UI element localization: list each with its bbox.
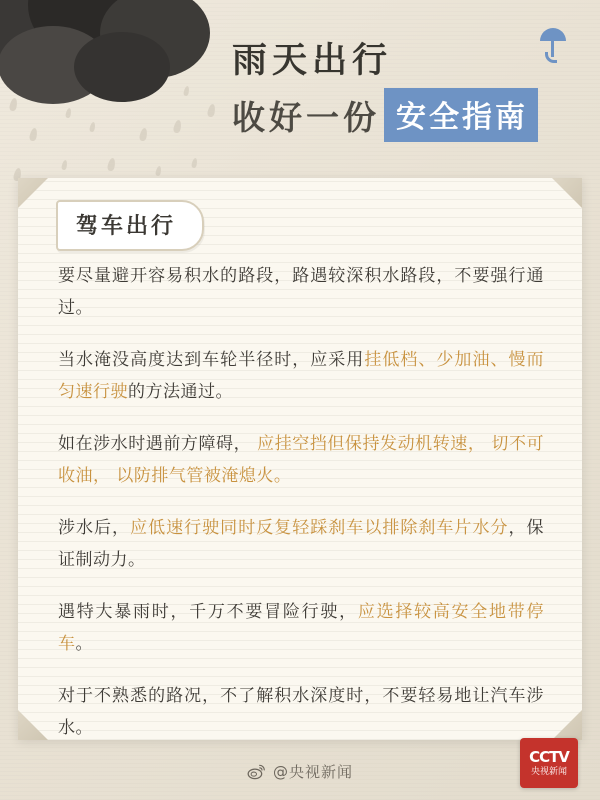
tip-highlight-text: 应挂空挡但保持发动机转速，	[251, 434, 486, 454]
tip-highlight-text: 切不可收油，	[58, 434, 545, 486]
tip-text: ，保证制动力。	[58, 518, 545, 570]
tip-text: 要尽量避开容易积水的路段，路遇较深积水路段，不要强行通过。	[58, 266, 544, 318]
tip-paragraph	[58, 428, 544, 492]
tip-paragraph	[58, 680, 544, 744]
tip-text: 遇特大暴雨时，千万不要冒险行驶，	[58, 602, 358, 622]
card-corner-top-right	[552, 178, 582, 208]
tips-list	[58, 260, 544, 764]
tip-text: 如在涉水时遇前方障碍，	[58, 434, 252, 454]
tip-text: 当水淹没高度达到车轮半径时，应采用	[58, 350, 365, 370]
tip-text: 。	[75, 634, 93, 654]
tip-paragraph	[58, 512, 544, 576]
tip-highlight-text: 应低速行驶同时反复轻踩刹车以排除刹车片水分	[130, 518, 509, 538]
rain-cloud-icon	[0, 0, 230, 130]
title-line-2: 收好一份	[232, 97, 380, 137]
tip-paragraph	[58, 260, 544, 324]
cctv-logo-mark: CCTV	[529, 747, 569, 766]
card-corner-top-left	[18, 178, 48, 208]
tip-highlight-text: 以防排气管被淹熄火。	[110, 466, 292, 486]
content-card	[18, 178, 582, 740]
section-tag	[56, 200, 204, 251]
tip-highlight-text: 应选择较高安全地带停车	[58, 602, 545, 654]
weibo-account[interactable]: @央视新闻	[272, 763, 353, 781]
tip-text: 对于不熟悉的路况，不了解积水深度时，不要轻易地让汽车涉水。	[58, 686, 544, 738]
tip-paragraph	[58, 344, 544, 408]
tip-text: 涉水后，	[58, 518, 131, 538]
cctv-logo-sub: 央视新闻	[530, 766, 567, 777]
cctv-news-logo	[520, 738, 578, 788]
umbrella-icon	[540, 28, 566, 62]
tip-paragraph	[58, 596, 544, 660]
weibo-icon	[247, 762, 266, 781]
section-tag-label: 驾车出行	[76, 213, 177, 239]
title-badge: 安全指南	[384, 88, 538, 142]
tip-text: 的方法通过。	[128, 382, 233, 402]
title-line-1: 雨天出行	[232, 40, 393, 81]
card-corner-bottom-left	[18, 710, 48, 740]
card-corner-bottom-right	[552, 710, 582, 740]
footer-credit	[0, 761, 600, 782]
poster-title	[232, 38, 572, 142]
tip-highlight-text: 挂低档、少加油、慢而匀速行驶	[58, 350, 545, 402]
